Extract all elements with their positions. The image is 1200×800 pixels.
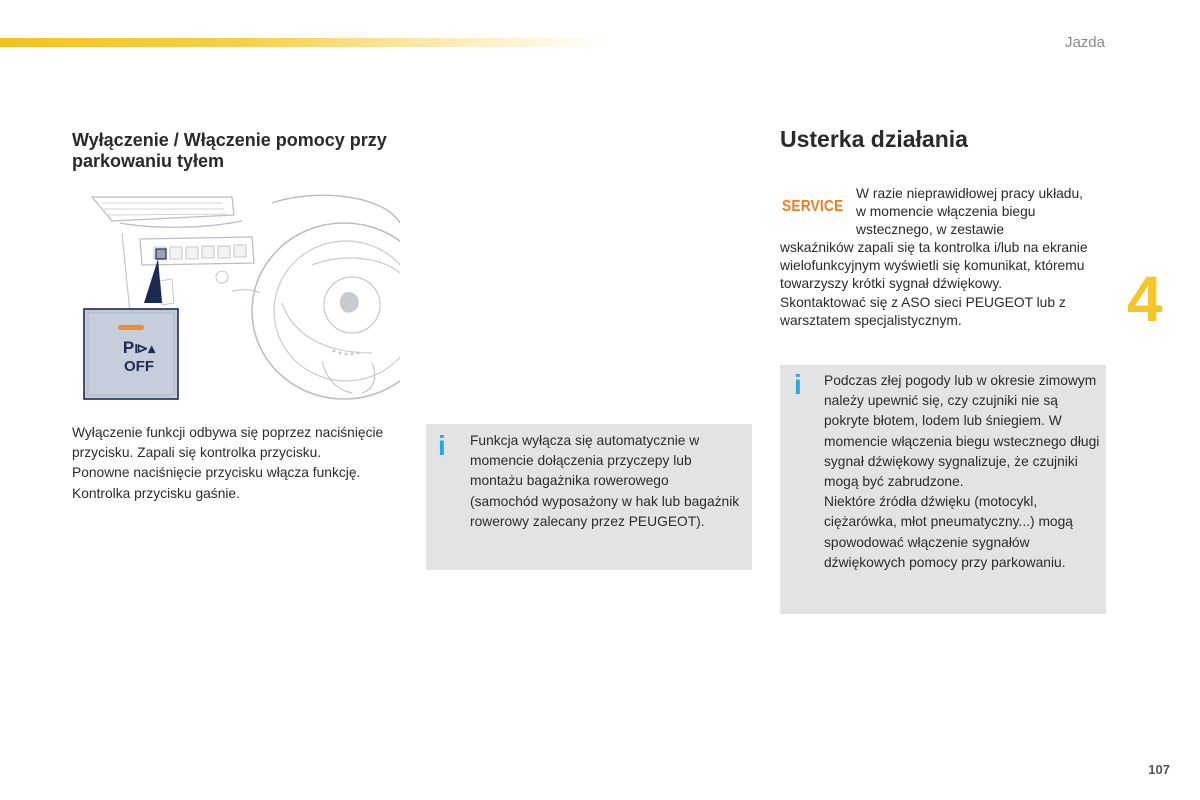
page-number: 107 (1148, 762, 1170, 777)
malfunction-contact-text: Skontaktować się z ASO sieci PEUGEOT lub z warsztatem specjalistycznym. (780, 294, 1066, 328)
section-heading-parking-aid: Wyłączenie / Włączenie pomocy przy parkowaniu tyłem (72, 130, 387, 171)
info-icon: i (438, 430, 446, 461)
info-icon: i (794, 369, 802, 400)
section-heading-malfunction: Usterka działania (780, 126, 968, 152)
paragraph: Podczas złej pogody lub w okresie zimowym należy upewnić się, czy czujniki nie są pokryte błotem, lodem lub śniegiem. W momencie włączenia biegu wstecznego długi sygnał dźwiękowy sygnalizuje, że czujniki mogą być zabrudzone. (824, 373, 1100, 490)
malfunction-text-continued: wskaźników zapali się ta kontrolka i/lub na ekranie wielofunkcyjnym wyświetli się komunikat, któremu towarzyszy krótki sygnał dźwiękowy. (780, 240, 1088, 292)
info-text (824, 371, 1104, 573)
paragraph: Wyłączenie funkcji odbywa się poprzez naciśnięcie przycisku. Zapali się kontrolka przycisku. (72, 425, 384, 461)
info-text: Funkcja wyłącza się automatycznie w momencie dołączenia przyczepy lub montażu bagażnika rowerowego (samochód wyposażony w hak lub bagażnik rowerowy zalecany przez PEUGEOT). (470, 433, 740, 529)
info-box-weather (780, 365, 1106, 614)
malfunction-text-wrapped: W razie nieprawidłowej pracy układu, w momencie włączenia biegu wstecznego, w zestawie (856, 186, 1083, 238)
button-label-off: OFF (124, 358, 154, 375)
left-body-text (72, 423, 402, 504)
info-box-trailer (426, 424, 752, 570)
header-accent-bar (0, 38, 610, 47)
parking-sensor-button (114, 339, 164, 376)
parking-sensor-icon: P⧐▴ (122, 338, 156, 357)
button-label-p: P (122, 338, 135, 357)
paragraph: Niektóre źródła dźwięku (motocykl, ciężarówka, młot pneumatyczny...) mogą spowodować włączenie sygnałów dźwiękowych pomocy przy parkowaniu. (824, 494, 1073, 570)
chapter-number: 4 (1127, 263, 1163, 335)
paragraph: Ponowne naciśnięcie przycisku włącza funkcję. Kontrolka przycisku gaśnie. (72, 465, 361, 501)
section-label: Jazda (1064, 34, 1105, 51)
service-warning-icon: SERVICE (782, 198, 844, 215)
malfunction-text (780, 239, 1110, 330)
